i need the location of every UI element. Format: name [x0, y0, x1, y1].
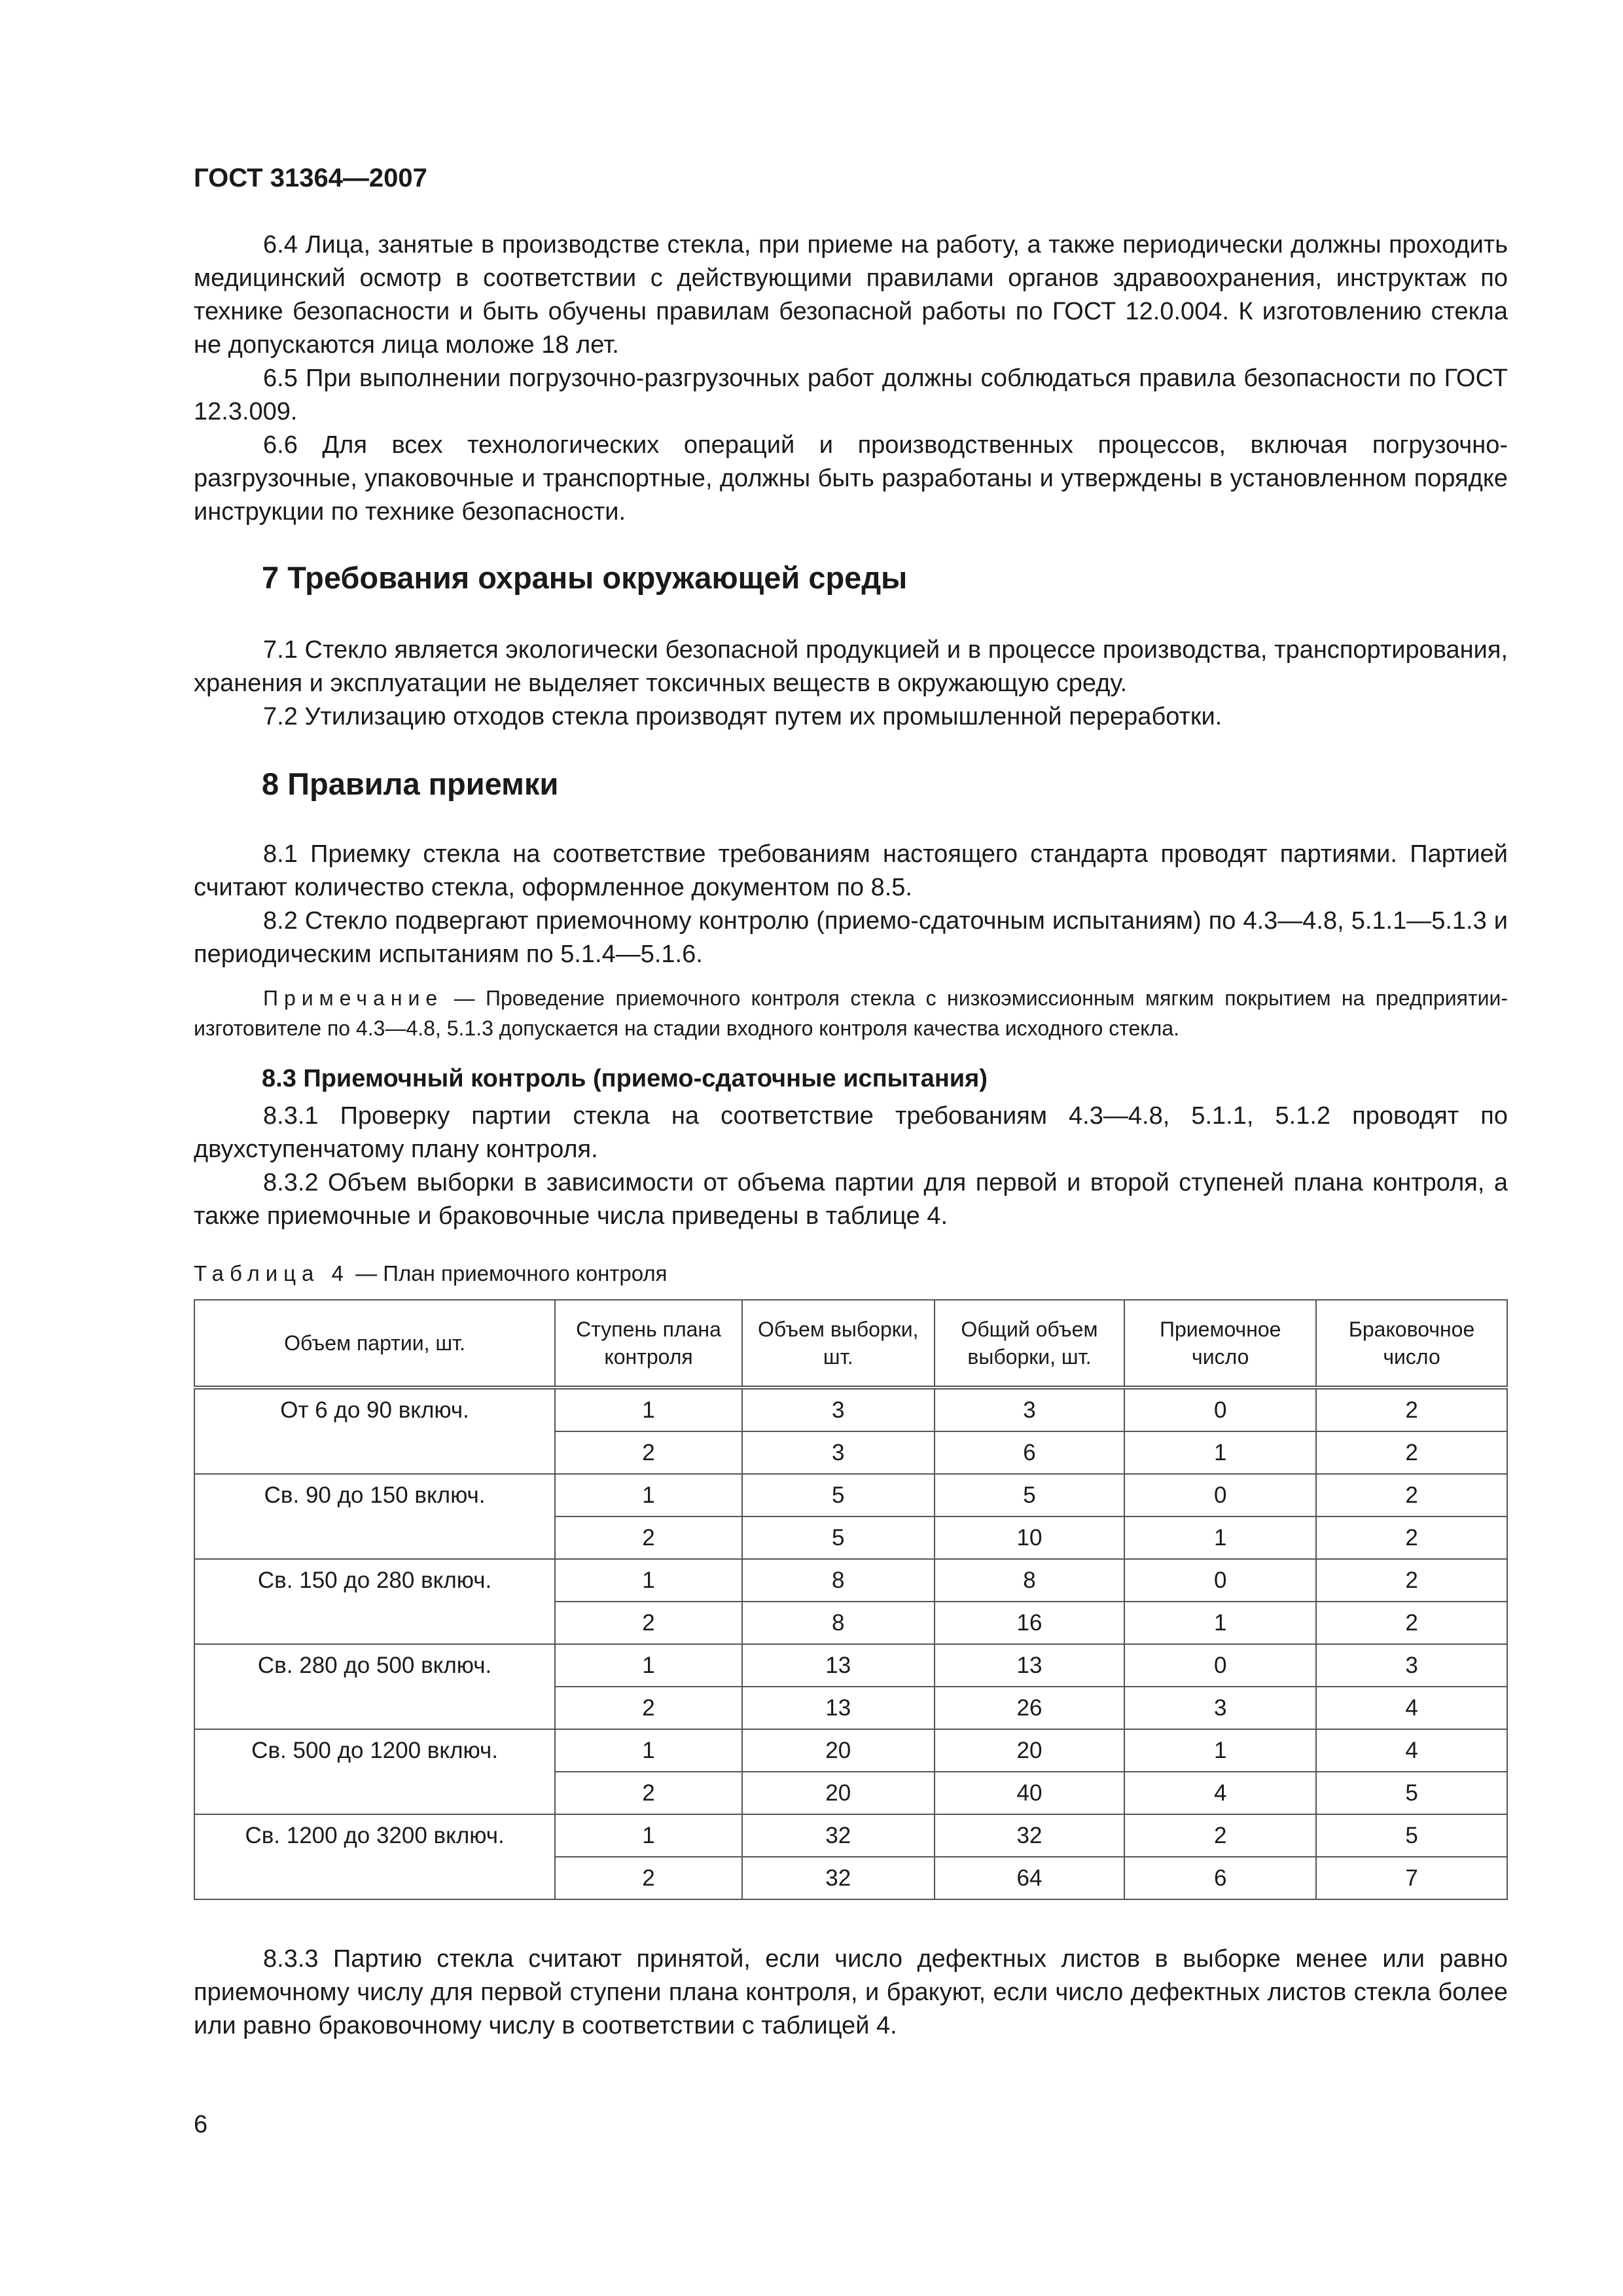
table-cell: 32 — [742, 1857, 935, 1899]
paragraph-6-6: 6.6 Для всех технологических операций и производственных процессов, включая погрузочно-разгрузочные, упаковочные и транспортные, должны быть разработаны и утверждены в установленном порядке инструкции по технике безопасности. — [194, 431, 1508, 526]
lot-size-cell: Св. 280 до 500 включ. — [194, 1644, 555, 1729]
table-cell: 2 — [1316, 1388, 1507, 1431]
table-cell: 2 — [1316, 1602, 1507, 1644]
table-cell: 2 — [555, 1857, 742, 1899]
table-cell: 2 — [555, 1772, 742, 1814]
table-cell: 1 — [1124, 1602, 1316, 1644]
section-7-heading: 7 Требования охраны окружающей среды — [262, 560, 908, 595]
table-cell: 3 — [1316, 1644, 1507, 1687]
table-cell: 5 — [935, 1474, 1125, 1516]
table-cell: 2 — [1316, 1559, 1507, 1602]
table-cell: 3 — [935, 1388, 1125, 1431]
table-caption-text: — План приемочного контроля — [349, 1261, 668, 1285]
table-cell: 64 — [935, 1857, 1125, 1899]
table-cell: 1 — [555, 1474, 742, 1516]
table-cell: 1 — [1124, 1431, 1316, 1474]
paragraph-8-3-3: 8.3.3 Партию стекла считают принятой, если число дефектных листов в выборке менее или равно приемочному числу для первой ступени плана контроля, и бракуют, если число дефектных листов стекла более или равно браковочному числу в соответствии с таблицей 4. — [194, 1945, 1508, 2039]
table-cell: 5 — [1316, 1814, 1507, 1857]
table-cell: 5 — [742, 1474, 935, 1516]
subsection-8-3-heading: 8.3 Приемочный контроль (приемо-сдаточные испытания) — [262, 1065, 988, 1092]
lot-size-cell: Св. 1200 до 3200 включ. — [194, 1814, 555, 1899]
paragraph-8-1: 8.1 Приемку стекла на соответствие требованиям настоящего стандарта проводят партиями. Партией считают количество стекла, оформленное документом по 8.5. — [194, 840, 1508, 901]
table-cell: 4 — [1316, 1729, 1507, 1772]
lot-size-cell: Св. 500 до 1200 включ. — [194, 1729, 555, 1814]
section-8-heading: 8 Правила приемки — [262, 766, 559, 801]
table-cell: 6 — [935, 1431, 1125, 1474]
table-row — [194, 1814, 1507, 1857]
table-cell: 1 — [555, 1644, 742, 1687]
table-cell: 5 — [742, 1516, 935, 1559]
table-cell: 2 — [1316, 1516, 1507, 1559]
paragraph-7-2: 7.2 Утилизацию отходов стекла производят путем их промышленной переработки. — [263, 703, 1222, 730]
paragraph-8-2: 8.2 Стекло подвергают приемочному контролю (приемо-сдаточным испытаниям) по 4.3—4.8, 5.1.1—5.1.3 и периодическим испытаниям по 5.1.4—5.1.6. — [194, 907, 1508, 968]
table-cell: 2 — [555, 1687, 742, 1729]
table-cell: 2 — [1124, 1814, 1316, 1857]
paragraph-8-3-2: 8.3.2 Объем выборки в зависимости от объема партии для первой и второй ступеней плана контроля, а также приемочные и браковочные числа приведены в таблице 4. — [194, 1169, 1508, 1230]
table-cell: 20 — [742, 1772, 935, 1814]
table-cell: 4 — [1316, 1687, 1507, 1729]
table-cell: 0 — [1124, 1474, 1316, 1516]
table-cell: 32 — [935, 1814, 1125, 1857]
table-row — [194, 1644, 1507, 1687]
col-header-lot-size: Объем партии, шт. — [194, 1300, 555, 1388]
acceptance-plan-table — [194, 1299, 1508, 1900]
table-row — [194, 1729, 1507, 1772]
table-cell: 13 — [742, 1687, 935, 1729]
lot-size-cell: Св. 90 до 150 включ. — [194, 1474, 555, 1559]
paragraph-7-1: 7.1 Стекло является экологически безопасной продукцией и в процессе производства, транспортирования, хранения и эксплуатации не выделяет токсичных веществ в окружающую среду. — [194, 636, 1508, 697]
page-number: 6 — [194, 2111, 208, 2138]
table-cell: 5 — [1316, 1772, 1507, 1814]
table-cell: 26 — [935, 1687, 1125, 1729]
table-caption — [194, 1261, 668, 1286]
table-cell: 3 — [742, 1388, 935, 1431]
table-cell: 20 — [742, 1729, 935, 1772]
table-cell: 1 — [1124, 1729, 1316, 1772]
table-cell: 13 — [742, 1644, 935, 1687]
document-header: ГОСТ 31364—2007 — [194, 164, 427, 192]
table-header-row — [194, 1300, 1507, 1388]
note-text: — Проведение приемочного контроля стекла с низкоэмиссионным мягким покрытием на предприятии-изготовителе по 4.3—4.8, 5.1.3 допускается на стадии входного контроля качества исходного стекла. — [194, 986, 1508, 1040]
table-cell: 13 — [935, 1644, 1125, 1687]
table-cell: 2 — [1316, 1474, 1507, 1516]
col-header-acceptance-number: Приемочное число — [1124, 1300, 1316, 1388]
table-cell: 0 — [1124, 1559, 1316, 1602]
paragraph-6-5: 6.5 При выполнении погрузочно-разгрузочных работ должны соблюдаться правила безопасности по ГОСТ 12.3.009. — [194, 365, 1508, 425]
col-header-sample-size: Объем выборки, шт. — [742, 1300, 935, 1388]
table-cell: 1 — [555, 1388, 742, 1431]
table-cell: 8 — [742, 1602, 935, 1644]
table-cell: 1 — [1124, 1516, 1316, 1559]
table-cell: 40 — [935, 1772, 1125, 1814]
paragraph-8-3-1: 8.3.1 Проверку партии стекла на соответствие требованиям 4.3—4.8, 5.1.1, 5.1.2 проводят по двухступенчатому плану контроля. — [194, 1102, 1508, 1163]
table-cell: 7 — [1316, 1857, 1507, 1899]
note — [194, 983, 1508, 1043]
col-header-rejection-number: Браковочное число — [1316, 1300, 1507, 1388]
note-label: Примечание — [263, 986, 444, 1010]
table-cell: 20 — [935, 1729, 1125, 1772]
table-cell: 2 — [1316, 1431, 1507, 1474]
table-cell: 16 — [935, 1602, 1125, 1644]
table-cell: 0 — [1124, 1388, 1316, 1431]
table-row — [194, 1388, 1507, 1431]
table-cell: 3 — [1124, 1687, 1316, 1729]
table-cell: 1 — [555, 1729, 742, 1772]
lot-size-cell: Св. 150 до 280 включ. — [194, 1559, 555, 1644]
col-header-total-sample: Общий объем выборки, шт. — [935, 1300, 1125, 1388]
table-cell: 10 — [935, 1516, 1125, 1559]
table-row — [194, 1559, 1507, 1602]
table-cell: 2 — [555, 1602, 742, 1644]
col-header-stage: Ступень плана контроля — [555, 1300, 742, 1388]
paragraph-6-4: 6.4 Лица, занятые в производстве стекла, при приеме на работу, а также периодически должны проходить медицинский осмотр в соответствии с действующими правилами органов здравоохранения, инструктаж по технике безопасности и быть обучены правилам безопасной работы по ГОСТ 12.0.004. К изготовлению стекла не допускаются лица моложе 18 лет. — [194, 231, 1508, 359]
table-cell: 1 — [555, 1559, 742, 1602]
table-cell: 1 — [555, 1814, 742, 1857]
table-cell: 6 — [1124, 1857, 1316, 1899]
table-cell: 2 — [555, 1431, 742, 1474]
table-cell: 8 — [742, 1559, 935, 1602]
table-cell: 2 — [555, 1516, 742, 1559]
table-cell: 8 — [935, 1559, 1125, 1602]
lot-size-cell: От 6 до 90 включ. — [194, 1388, 555, 1474]
table-cell: 3 — [742, 1431, 935, 1474]
table-row — [194, 1474, 1507, 1516]
table-cell: 32 — [742, 1814, 935, 1857]
table-cell: 4 — [1124, 1772, 1316, 1814]
table-cell: 0 — [1124, 1644, 1316, 1687]
table-caption-label: Таблица 4 — [194, 1261, 349, 1285]
